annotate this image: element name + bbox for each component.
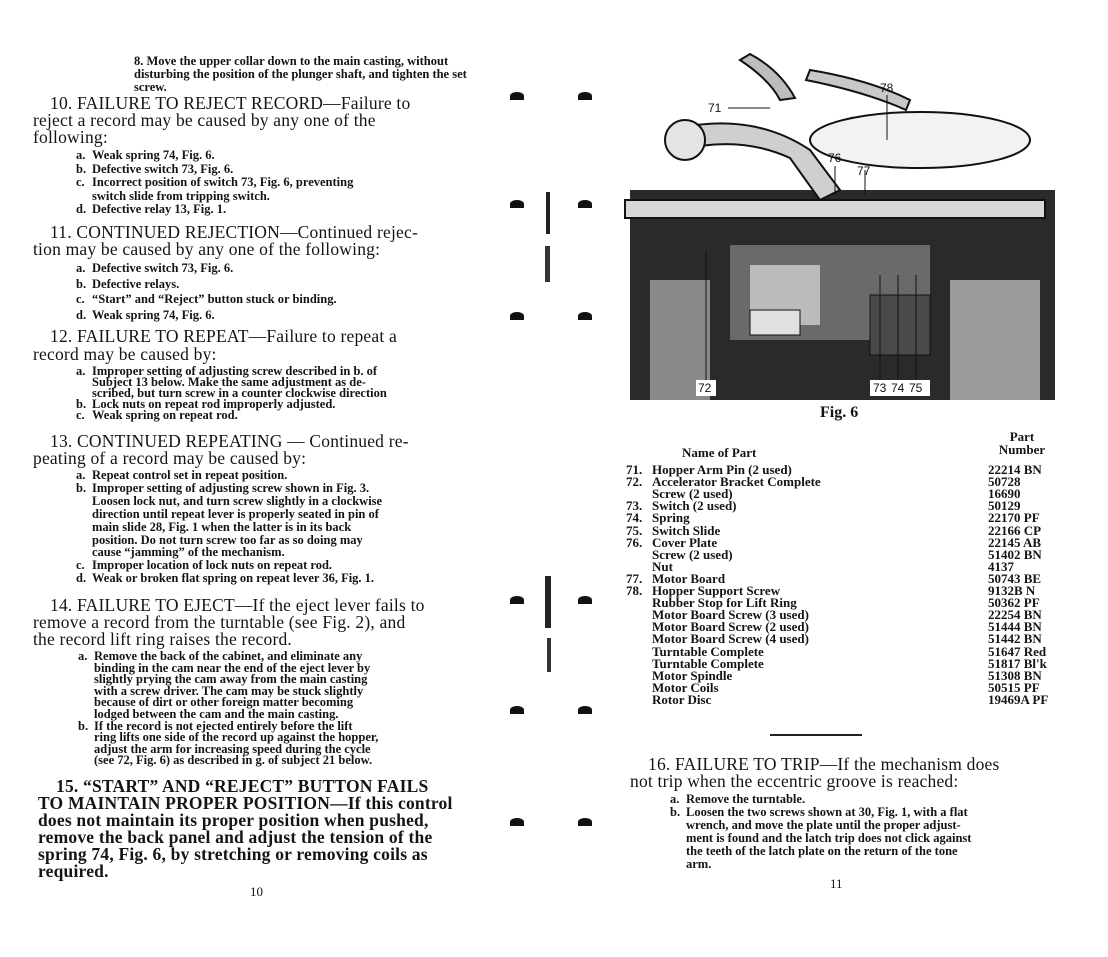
part-number: 19469A PF: [988, 691, 1049, 707]
part-ref-number: 75.: [626, 522, 643, 538]
part-number: 51444 BN: [988, 619, 1042, 635]
section-10-title-line-2: reject a record may be caused by any one of the: [33, 110, 376, 130]
section-13-title-line-1: 13. CONTINUED REPEATING — Continued re-: [50, 431, 409, 451]
list-item-marker: b.: [670, 805, 681, 819]
list-item-text: Subject 13 below. Make the same adjustment as de-: [92, 375, 366, 389]
figure-caption: Fig. 6: [820, 404, 859, 421]
list-item-text: Weak spring 74, Fig. 6.: [92, 148, 215, 162]
part-number: 51442 BN: [988, 631, 1042, 647]
part-number: 22170 PF: [988, 510, 1040, 526]
list-item-marker: b.: [76, 480, 87, 495]
section-13-title-line-2: peating of a record may be caused by:: [33, 448, 307, 468]
section-14-title-line-1: 14. FAILURE TO EJECT—If the eject lever fails to: [50, 595, 425, 615]
list-item-text: Repeat control set in repeat position.: [92, 468, 288, 482]
list-item-text: Defective switch 73, Fig. 6.: [92, 161, 234, 176]
list-item-text: Defective relay 13, Fig. 1.: [92, 202, 227, 216]
list-item-marker: c.: [76, 175, 85, 189]
list-item: [670, 858, 711, 871]
binding-hole: [510, 92, 524, 100]
part-name: Screw (2 used): [652, 546, 733, 562]
callout-78: 78: [880, 81, 894, 95]
binding-mark: [545, 576, 551, 628]
list-item-text: direction until repeat lever is properly seated in pin of: [92, 506, 379, 521]
list-item: [670, 845, 958, 858]
binding-hole: [578, 596, 592, 604]
part-number: 22254 BN: [988, 607, 1042, 623]
part-name: Motor Board: [652, 570, 726, 586]
part-name: Motor Board Screw (4 used): [652, 631, 809, 647]
list-item-text: arm.: [686, 857, 712, 871]
page-number-right: 11: [830, 876, 843, 891]
list-item-text: If the record is not ejected entirely before the lift: [94, 718, 353, 733]
callout-74: 74: [891, 381, 905, 395]
part-number: 50515 PF: [988, 679, 1040, 695]
list-item: [76, 409, 238, 422]
relay-assembly: [870, 295, 930, 355]
part-name: Nut: [652, 558, 673, 574]
list-item-text: binding in the cam near the end of the eject lever by: [94, 660, 371, 675]
list-item-text: Remove the turntable.: [686, 792, 806, 806]
callout-73: 73: [873, 381, 887, 395]
section-15-line: 15. “START” AND “REJECT” BUTTON FAILS: [56, 776, 429, 796]
list-item-text: cause “jamming” of the mechanism.: [92, 545, 285, 560]
part-number: 50362 PF: [988, 595, 1040, 611]
binding-hole: [510, 818, 524, 826]
binding-hole: [578, 706, 592, 714]
part-name: Turntable Complete: [652, 643, 764, 659]
list-item-marker: c.: [76, 408, 85, 422]
binding-hole: [510, 706, 524, 714]
cabinet-panel-right: [950, 280, 1040, 400]
binding-hole: [510, 200, 524, 208]
list-item-marker: d.: [76, 571, 87, 586]
part-ref-number: 71.: [626, 462, 643, 477]
part-name: Cover Plate: [652, 534, 718, 550]
list-item-text: Loosen lock nut, and turn screw slightly in a clockwise: [92, 493, 383, 508]
upper-lever: [806, 70, 910, 110]
part-ref-number: 76.: [626, 534, 643, 550]
page-number-left: 10: [250, 884, 263, 899]
section-15-line: does not maintain its proper position when pushed,: [38, 810, 429, 830]
binding-mark: [546, 192, 550, 234]
list-item-marker: b.: [76, 397, 87, 411]
list-item-marker: c.: [76, 558, 85, 573]
callout-71: 71: [708, 101, 722, 115]
list-item: [76, 203, 226, 216]
part-name: Turntable Complete: [652, 655, 764, 671]
section-11-title-line-1: 11. CONTINUED REJECTION—Continued rejec-: [50, 222, 418, 242]
list-item-text: Weak or broken flat spring on repeat lever 36, Fig. 1.: [92, 571, 375, 586]
part-name: Rotor Disc: [652, 691, 712, 707]
list-item-text: the teeth of the latch plate on the return of the tone: [686, 844, 958, 858]
section-14-title-line-3: the record lift ring raises the record.: [33, 629, 293, 649]
part-name: Hopper Arm Pin (2 used): [652, 462, 792, 477]
binding-hole: [510, 596, 524, 604]
callout-77: 77: [857, 164, 871, 178]
list-item: [76, 572, 374, 585]
section-15-line: required.: [38, 861, 109, 881]
part-name: Rubber Stop for Lift Ring: [652, 595, 797, 611]
part-number: 51817 Bl'k: [988, 655, 1047, 671]
part-number: 50743 BE: [988, 570, 1042, 586]
part-ref-number: 77.: [626, 570, 643, 586]
list-item: [76, 149, 215, 162]
list-item-text: Improper location of lock nuts on repeat rod.: [92, 558, 333, 573]
part-name: Motor Board Screw (2 used): [652, 619, 809, 635]
list-item-text: main slide 28, Fig. 1 when the latter is in its back: [92, 519, 352, 534]
list-item-marker: a.: [76, 468, 86, 482]
list-item: [76, 163, 233, 176]
binding-hole: [578, 818, 592, 826]
list-item-text: scribed, but turn screw in a counter clockwise direction: [92, 386, 387, 400]
list-item-text: Improper setting of adjusting screw shown in Fig. 3.: [92, 480, 370, 495]
parts-header-number: [982, 430, 1062, 456]
binding-hole: [578, 92, 592, 100]
binding-hole: [578, 200, 592, 208]
part-ref-number: 72.: [626, 474, 643, 490]
list-item: [78, 754, 372, 767]
list-item-text: (see 72, Fig. 6) as described in g. of subject 21 below.: [94, 753, 373, 768]
section-15-line: TO MAINTAIN PROPER POSITION—If this control: [38, 793, 453, 813]
section-12-title-line-2: record may be caused by:: [33, 344, 217, 364]
list-item: [76, 309, 215, 322]
section-15-line: spring 74, Fig. 6, by stretching or removing coils as: [38, 844, 428, 864]
list-item-text: with a screw driver. The cam may be stuck slightly: [94, 683, 364, 698]
list-item-text: slightly prying the cam away from the main casting: [94, 672, 368, 687]
part-number: 22166 CP: [988, 522, 1042, 538]
part-number: 51647 Red: [988, 643, 1047, 659]
list-item-text: position. Do not turn screw too far as so doing may: [92, 532, 363, 547]
part-name: Motor Coils: [652, 679, 719, 695]
list-item-text: switch slide from tripping switch.: [92, 188, 270, 203]
list-item-text: “Start” and “Reject” button stuck or binding.: [92, 292, 337, 306]
turntable: [810, 112, 1030, 168]
part-ref-number: 78.: [626, 583, 643, 598]
part-name: Screw (2 used): [652, 486, 733, 502]
part-number: 9132B N: [988, 583, 1036, 598]
list-item-marker: b.: [78, 718, 89, 733]
section-10-title-line-3: following:: [33, 127, 108, 147]
list-item-marker: a.: [76, 148, 86, 162]
hopper-post: [665, 120, 705, 160]
list-item-marker: a.: [78, 649, 88, 663]
part-name: Hopper Support Screw: [652, 583, 781, 598]
list-item-marker: b.: [76, 276, 87, 291]
section-15-line: remove the back panel and adjust the tension of the: [38, 827, 433, 847]
part-ref-number: 74.: [626, 510, 643, 526]
list-item: [76, 293, 337, 306]
list-item-text: Incorrect position of switch 73, Fig. 6, preventing: [92, 175, 354, 189]
part-number: 51402 BN: [988, 546, 1042, 562]
part-name: Spring: [652, 510, 690, 526]
part-number: 22214 BN: [988, 462, 1042, 477]
list-item-marker: a.: [76, 261, 86, 275]
part-number: 4137: [988, 558, 1014, 574]
section-10-title-line-1: 10. FAILURE TO REJECT RECORD—Failure to: [50, 93, 411, 113]
list-item-text: wrench, and move the plate until the proper adjust-: [686, 818, 961, 832]
binding-hole: [578, 312, 592, 320]
part-number: 50129: [988, 498, 1021, 514]
list-item-text: Loosen the two screws shown at 30, Fig. 1, with a flat: [686, 805, 968, 819]
part-number: 51308 BN: [988, 667, 1042, 683]
list-item: [76, 190, 270, 203]
switch-block: [750, 310, 800, 335]
callout-75: 75: [909, 381, 923, 395]
list-item-text: Defective switch 73, Fig. 6.: [92, 261, 234, 275]
part-name: Switch Slide: [652, 522, 721, 538]
list-item-text: Defective relays.: [92, 276, 180, 291]
callout-76: 76: [828, 151, 842, 165]
list-item: [76, 176, 353, 189]
list-item-text: ment is found and the latch trip does not click against: [686, 831, 972, 845]
binding-mark: [545, 246, 550, 282]
list-item-text: lodged between the cam and the main casting.: [94, 707, 339, 721]
part-name: Switch (2 used): [652, 498, 737, 514]
list-item-marker: d.: [76, 307, 87, 322]
list-item-text: Improper setting of adjusting screw described in b. of: [92, 364, 378, 378]
binding-hole: [510, 312, 524, 320]
part-ref-number: 73.: [626, 498, 643, 514]
parts-header-number-line-1: Part: [1009, 429, 1035, 444]
list-item-text: because of dirt or other foreign matter becoming: [94, 695, 354, 710]
main-casting: [625, 200, 1045, 218]
section-divider: [770, 734, 862, 736]
list-item-text: Remove the back of the cabinet, and eliminate any: [94, 649, 363, 663]
part-name: Motor Spindle: [652, 667, 733, 683]
list-item-text: Lock nuts on repeat rod improperly adjusted.: [92, 397, 336, 411]
list-item-text: Weak spring on repeat rod.: [92, 408, 238, 422]
part-number: 16690: [988, 486, 1021, 502]
part-name: Accelerator Bracket Complete: [652, 474, 821, 490]
section-14-title-line-2: remove a record from the turntable (see Fig. 2), and: [33, 612, 406, 632]
list-item-marker: a.: [670, 792, 680, 806]
callout-72: 72: [698, 381, 712, 395]
part-number: 22145 AB: [988, 534, 1042, 550]
section-16-title-line-1: 16. FAILURE TO TRIP—If the mechanism does: [648, 754, 1000, 774]
list-item-text: ring lifts one side of the record up against the hopper,: [94, 730, 379, 745]
section-16-title-line-2: not trip when the eccentric groove is reached:: [630, 771, 959, 791]
list-item-text: Weak spring 74, Fig. 6.: [92, 307, 215, 322]
list-item: [76, 278, 179, 291]
list-item-marker: d.: [76, 202, 87, 216]
section-12-title-line-1: 12. FAILURE TO REPEAT—Failure to repeat a: [50, 326, 397, 346]
list-item-marker: b.: [76, 161, 87, 176]
step-8: 8. Move the upper collar down to the main casting, without disturbing the position of the plunger shaft, and tighten the set screw.: [134, 54, 467, 94]
list-item-marker: a.: [76, 364, 86, 378]
figure-6-illustration: [610, 40, 1080, 400]
parts-header-number-line-2: Number: [998, 442, 1046, 457]
tone-arm-lever: [740, 54, 795, 100]
list-item: [76, 262, 233, 275]
parts-header-name: Name of Part: [682, 445, 757, 460]
section-11-title-line-2: tion may be caused by any one of the following:: [33, 239, 381, 259]
part-number: 50728: [988, 474, 1021, 490]
list-item-marker: c.: [76, 292, 85, 306]
list-item-text: adjust the arm for increasing speed during the cycle: [94, 741, 371, 756]
part-name: Motor Board Screw (3 used): [652, 607, 809, 623]
binding-mark: [547, 638, 551, 672]
